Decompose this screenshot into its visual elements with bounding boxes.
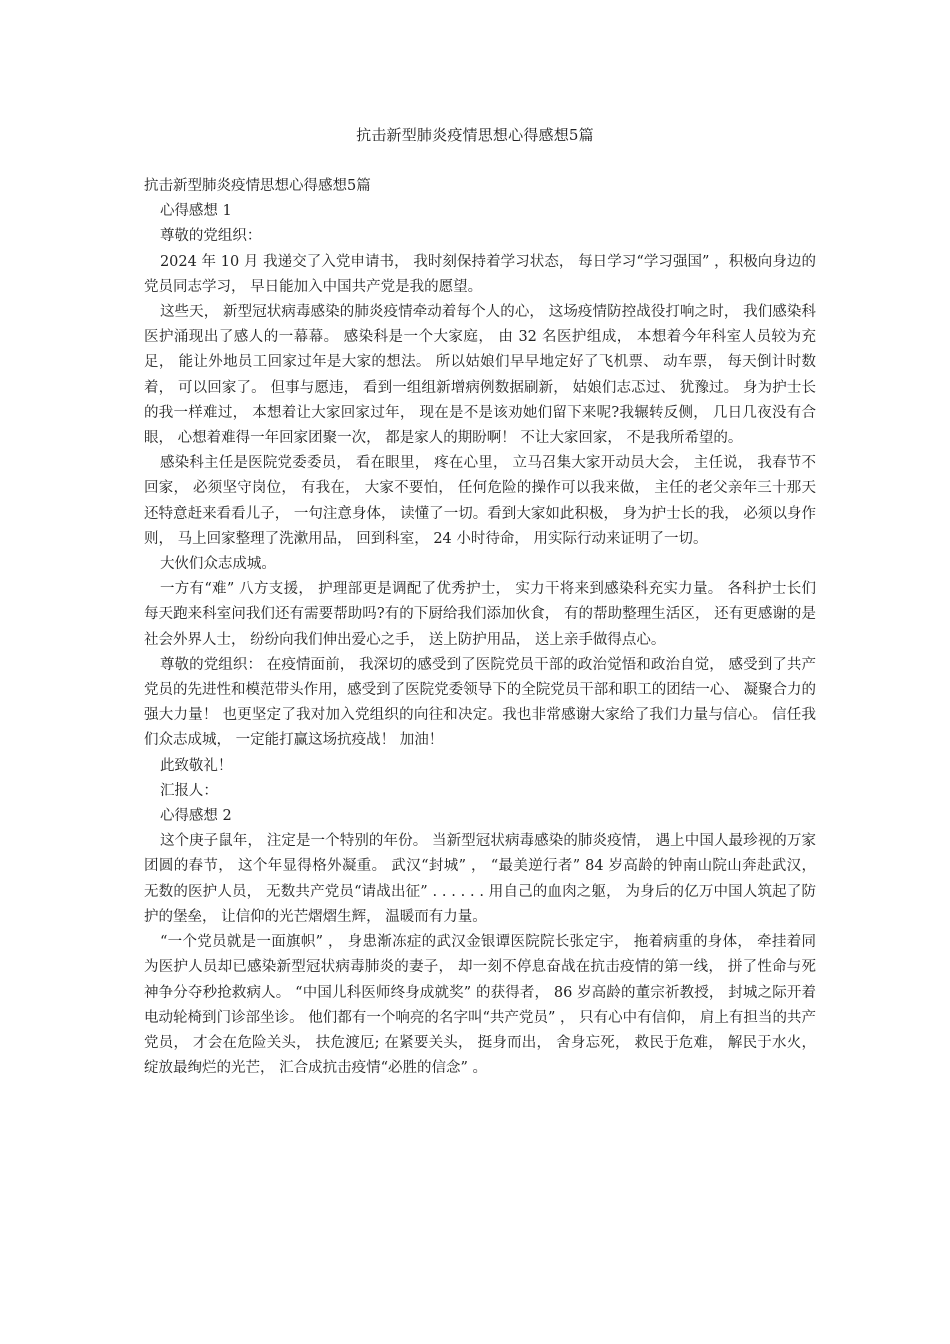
- paragraph: 尊敬的党组织： 在疫情面前， 我深切的感受到了医院党员干部的政治觉悟和政治自觉， 感受到了共产党员的先进性和模范带头作用，感受到了医院党委领导下的全院党员干部和职工的团结一心、 凝聚合力的强大力量！ 也更坚定了我对加入党组织的向往和决定。我也非常感谢大家给了我们力量与信心。 信任我们众志成城， 一定能打赢这场抗疫战！ 加油！: [144, 656, 816, 749]
- paragraph: 2024 年 10 月 我递交了入党申请书， 我时刻保持着学习状态， 每日学习“学习强国” ，积极向身边的党员同志学习， 早日能加入中国共产党是我的愿望。: [144, 253, 816, 295]
- paragraph: 抗击新型肺炎疫情思想心得感想5篇: [144, 178, 371, 194]
- paragraph: “一个党员就是一面旗帜” ， 身患渐冻症的武汉金银谭医院院长张定宇， 拖着病重的身体， 牵挂着同为医护人员却已感染新型冠状病毒肺炎的妻子， 却一刻不停息奋战在抗击疫情的第一线， 拼了性命与死神争分夺秒抢救病人。 “中国儿科医师终身成就奖” 的获得者， 86 岁高龄的董宗祈教授， 封城之际开着电动轮椅到门诊部坐诊。 他们都有一个响亮的名字叫“共产党员” ， 只有心中有信仰， 肩上有担当的共产党员， 才会在危险关头， 扶危渡厄; 在紧要关头， 挺身而出， 舍身忘死， 救民于危难， 解民于水火， 绽放最绚烂的光芒， 汇合成抗击疫情“必胜的信念” 。: [144, 934, 816, 1077]
- paragraph: 一方有“难” 八方支援， 护理部更是调配了优秀护士， 实力干将来到感染科充实力量。 各科护士长们每天跑来科室问我们还有需要帮助吗?有的下厨给我们添加伙食， 有的帮助整理生活区， 还有更感谢的是社会外界人士， 纷纷向我们伸出爱心之手， 送上防护用品， 送上亲手做得点心。: [144, 581, 816, 648]
- paragraph: 尊敬的党组织：: [159, 228, 262, 245]
- paragraph: 汇报人：: [159, 782, 218, 799]
- paragraph: 心得感想 2: [159, 808, 232, 825]
- paragraph: 这个庚子鼠年， 注定是一个特别的年份。 当新型冠状病毒感染的肺炎疫情， 遇上中国人最珍视的万家团圆的春节， 这个年显得格外凝重。 武汉“封城” ， “最美逆行者” 84 岁高龄的钟南山院山奔赴武汉， 无数的医护人员， 无数共产党员“请战出征” . . . . . . 用自己的血肉之躯， 为身后的亿万中国人筑起了防护的堡垒， 让信仰的光芒熠熠生辉， 温暖而有力量。: [144, 833, 816, 925]
- document-body: [144, 174, 816, 1081]
- paragraph: 大伙们众志成城。: [159, 556, 276, 573]
- paragraph: 这些天， 新型冠状病毒感染的肺炎疫情牵动着每个人的心， 这场疫情防控战役打响之时， 我们感染科医护涌现出了感人的一幕幕。 感染科是一个大家庭， 由 32 名医护组成， 本想着今年科室人员较为充足， 能让外地员工回家过年是大家的想法。 所以姑娘们早早地定好了飞机票、 动车票， 每天倒计时数着， 可以回家了。 但事与愿违， 看到一组组新增病例数据刷新， 姑娘们志忑过、 犹豫过。 身为护士长的我一样难过， 本想着让大家回家过年， 现在是不是该劝她们留下来呢?我辗转反侧， 几日几夜没有合眼， 心想着难得一年回家团聚一次， 都是家人的期盼啊！ 不让大家回家， 不是我所希望的。: [144, 304, 816, 447]
- paragraph: 此致敬礼！: [159, 757, 233, 774]
- document-title: 抗击新型肺炎疫情思想心得感想5篇: [356, 126, 594, 144]
- paragraph: 感染科主任是医院党委委员， 看在眼里， 疼在心里， 立马召集大家开动员大会， 主任说， 我春节不回家， 必须坚守岗位， 有我在， 大家不要怕， 任何危险的操作可以我来做， 主任的老父亲年三十那天还特意赶来看看儿子， 一句注意身体， 读懂了一切。看到大家如此积极， 身为护士长的我， 必须以身作则， 马上回家整理了洗漱用品， 回到科室， 24 小时待命， 用实际行动来证明了一切。: [144, 455, 816, 547]
- paragraph: 心得感想 1: [159, 203, 232, 220]
